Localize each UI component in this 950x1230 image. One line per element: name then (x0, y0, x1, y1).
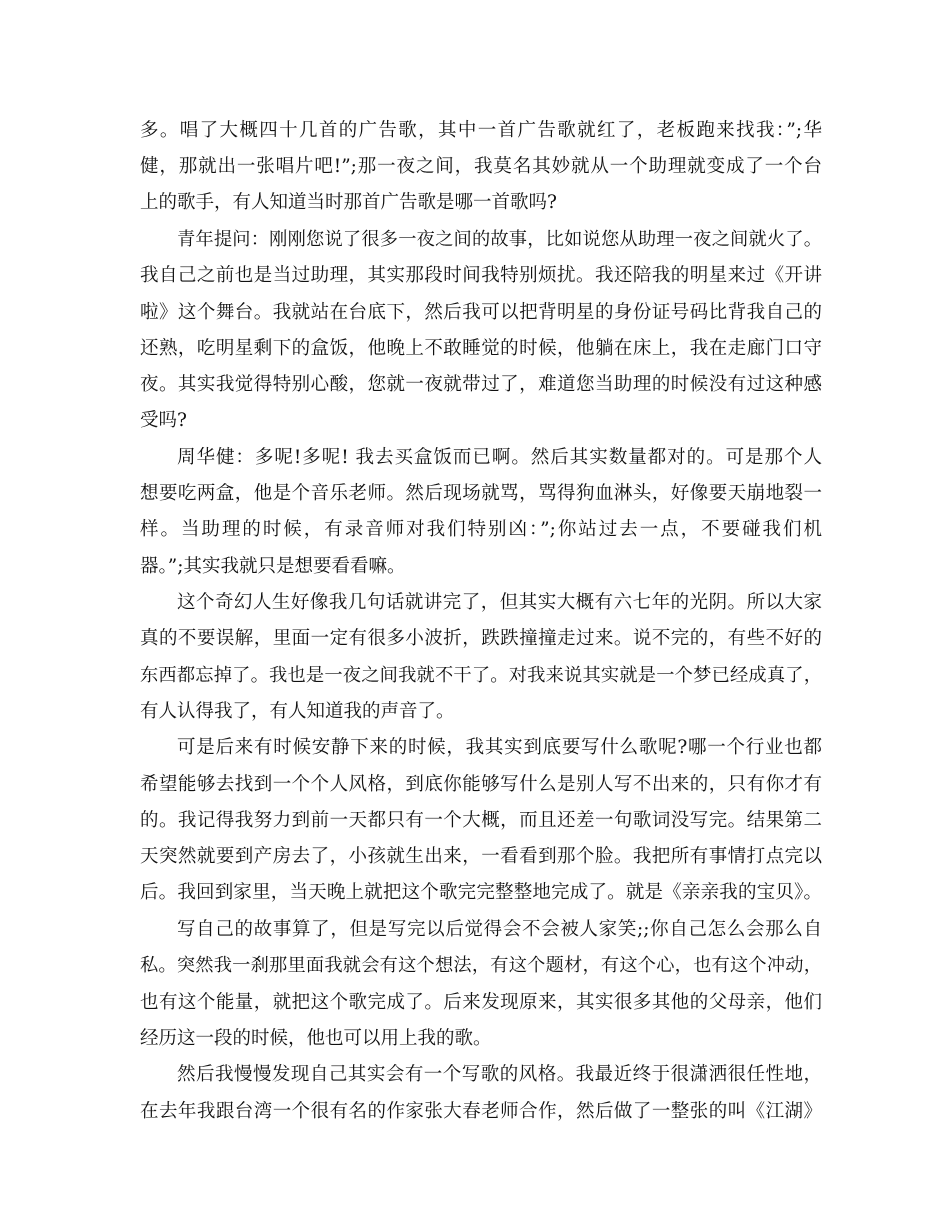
text-line: 经历这一段的时候，他也可以用上我的歌。 (140, 1028, 492, 1049)
text-line: 可是后来有时候安静下来的时候，我其实到底要写什么歌呢?哪一个行业也都 (177, 737, 822, 758)
text-line: 我自己之前也是当过助理，其实那段时间我特别烦扰。我还陪我的明星来过《开讲 (140, 265, 822, 286)
text-line: 想要吃两盒，他是个音乐老师。然后现场就骂，骂得狗血淋头，好像要天崩地裂一 (140, 483, 822, 504)
text-line: 夜。其实我觉得特别心酸，您就一夜就带过了，难道您当助理的时候没有过这种感 (140, 374, 822, 395)
text-line: 器。”;其实我就只是想要看看嘛。 (140, 556, 406, 577)
text-line: 样。当助理的时候，有录音师对我们特别凶：”;你站过去一点，不要碰我们机 (140, 519, 822, 540)
text-line: 东西都忘掉了。我也是一夜之间我就不干了。对我来说其实就是一个梦已经成真了， (140, 665, 822, 686)
text-line: 私。突然我一刹那里面我就会有这个想法，有这个题材，有这个心，也有这个冲动， (140, 955, 822, 976)
text-line: 有人认得我了，有人知道我的声音了。 (140, 701, 455, 722)
text-line: 然后我慢慢发现自己其实会有一个写歌的风格。我最近终于很潇洒很任性地， (177, 1064, 822, 1085)
text-line: 受吗? (140, 410, 187, 431)
text-line: 的。我记得我努力到前一天都只有一个大概，而且还差一句歌词没写完。结果第二 (140, 810, 822, 831)
text-line: 上的歌手，有人知道当时那首广告歌是哪一首歌吗? (140, 192, 557, 213)
text-line: 真的不要误解，里面一定有很多小波折，跌跌撞撞走过来。说不完的，有些不好的 (140, 628, 822, 649)
text-line: 啦》这个舞台。我就站在台底下，然后我可以把背明星的身份证号码比背我自己的 (140, 302, 822, 323)
text-line: 后。我回到家里，当天晚上就把这个歌完完整整地完成了。就是《亲亲我的宝贝》。 (140, 882, 822, 903)
text-line: 周华健：多呢!多呢! 我去买盒饭而已啊。然后其实数量都对的。可是那个人 (177, 447, 822, 468)
text-line: 天突然就要到产房去了，小孩就生出来，一看看到那个脸。我把所有事情打点完以 (140, 846, 822, 867)
text-line: 青年提问：刚刚您说了很多一夜之间的故事，比如说您从助理一夜之间就火了。 (177, 229, 822, 250)
text-line: 还熟，吃明星剩下的盒饭，他晚上不敢睡觉的时候，他躺在床上，我在走廊门口守 (140, 338, 822, 359)
text-line: 也有这个能量，就把这个歌完成了。后来发现原来，其实很多其他的父母亲，他们 (140, 992, 822, 1013)
text-line: 这个奇幻人生好像我几句话就讲完了，但其实大概有六七年的光阴。所以大家 (177, 592, 822, 613)
text-line: 在去年我跟台湾一个很有名的作家张大春老师合作，然后做了一整张的叫《江湖》 (140, 1101, 822, 1122)
text-line: 多。唱了大概四十几首的广告歌，其中一首广告歌就红了，老板跑来找我：”;华 (140, 120, 822, 141)
text-line: 写自己的故事算了，但是写完以后觉得会不会被人家笑;;你自己怎么会那么自 (177, 919, 822, 940)
text-line: 健，那就出一张唱片吧!”;那一夜之间，我莫名其妙就从一个助理就变成了一个台 (140, 156, 822, 177)
text-line: 希望能够去找到一个个人风格，到底你能够写什么是别人写不出来的，只有你才有 (140, 774, 822, 795)
